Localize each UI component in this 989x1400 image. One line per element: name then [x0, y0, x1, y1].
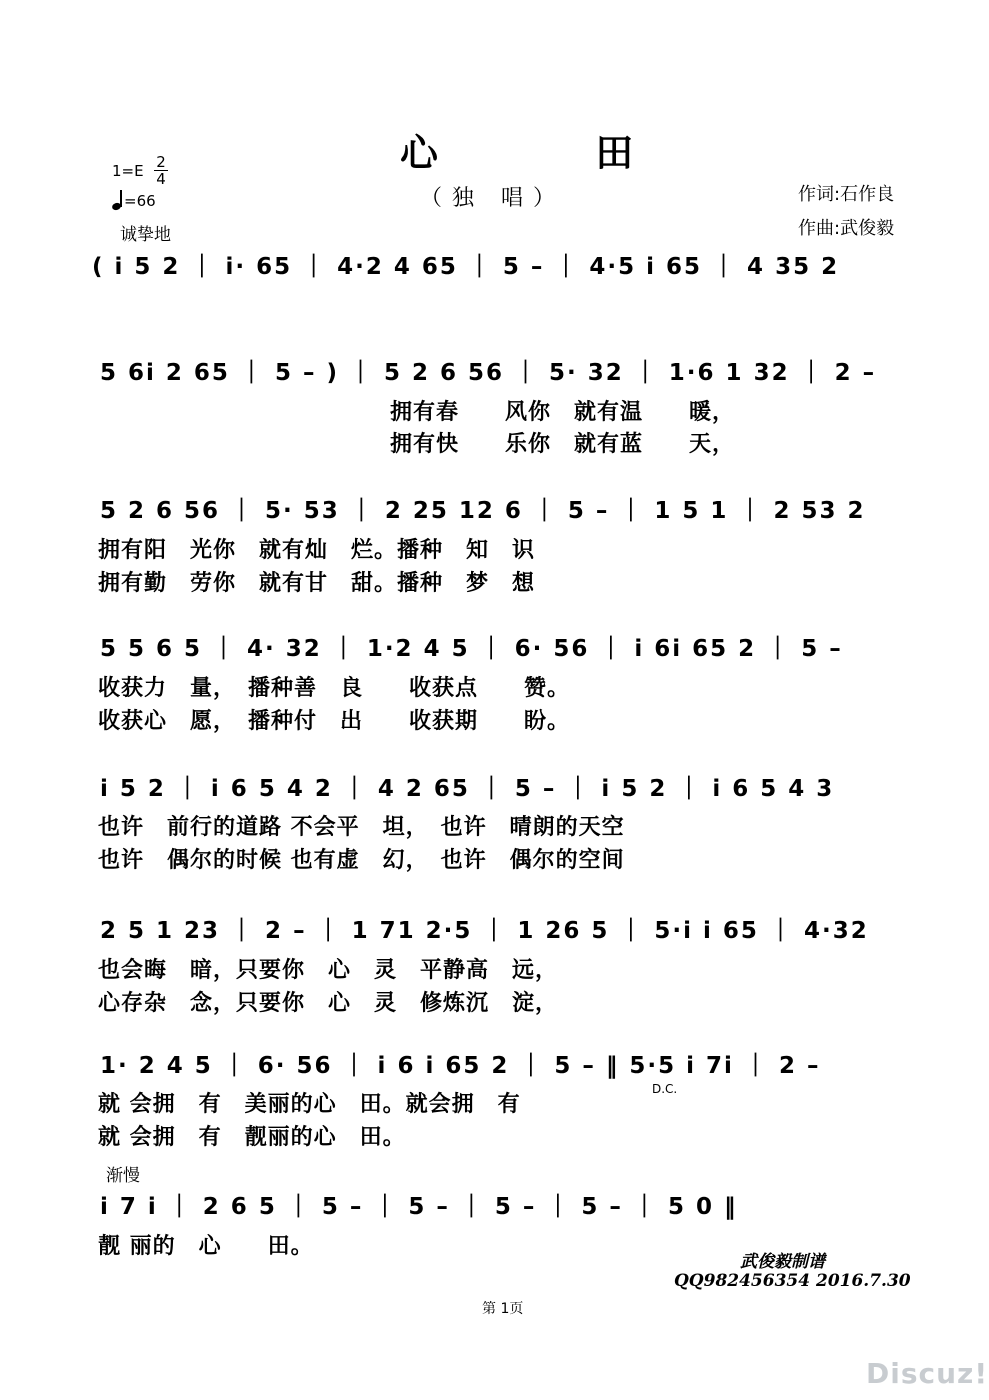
lyric-line-2-verse-1: 拥有春 风你 就有温 暖，: [390, 399, 736, 425]
expression-marking: 诚挚地: [120, 225, 171, 245]
score-line-7: 1· 2 4 5 ｜ 6· 56 ｜ i 6 i 65 2 ｜ 5 – ‖ 5·5 i 7i ｜ 2 –: [100, 1053, 821, 1079]
score-line-3: 5 2 6 56 ｜ 5· 53 ｜ 2 25 12 6 ｜ 5 – ｜ 1 5 1 ｜ 2 53 2: [100, 498, 866, 524]
lyric-line-8: 靓 丽的 心 田。: [98, 1233, 314, 1259]
time-signature: 2 4: [154, 154, 168, 187]
lyric-line-3-verse-1: 拥有阳 光你 就有灿 烂。播种 知 识: [98, 537, 536, 563]
song-title: 心 田: [400, 130, 706, 175]
lyric-line-5-verse-2: 也许 偶尔的时候 也有虚 幻， 也许 偶尔的空间: [98, 847, 625, 873]
lyric-line-2-verse-2: 拥有快 乐你 就有蓝 天，: [390, 431, 736, 457]
lyric-line-4-verse-2: 收获心 愿， 播种付 出 收获期 盼。: [98, 708, 571, 734]
lyric-line-6-verse-2: 心存杂 念，只要你 心 灵 修炼沉 淀，: [98, 990, 559, 1016]
tempo-marking: =66: [112, 190, 156, 210]
score-line-1: ( i 5 2 ｜ i· 65 ｜ 4·2 4 65 ｜ 5 – ｜ 4·5 i 65 ｜ 4 35 2: [92, 254, 840, 280]
arranger-signature: 武俊毅制谱: [740, 1252, 825, 1272]
lyricist-credit: 作词:石作良: [798, 184, 895, 205]
watermark-logo: Discuz!: [866, 1357, 989, 1390]
lyric-line-7-verse-2: 就 会拥 有 靓丽的心 田。: [98, 1124, 406, 1150]
score-line-6: 2 5 1 23 ｜ 2 – ｜ 1 71 2·5 ｜ 1 26 5 ｜ 5·i i 65 ｜ 4·32: [100, 918, 869, 944]
contact-date: QQ982456354 2016.7.30: [674, 1271, 911, 1291]
key-signature: 1=E: [112, 162, 144, 180]
score-line-5: i 5 2 ｜ i 6 5 4 2 ｜ 4 2 65 ｜ 5 – ｜ i 5 2 ｜ i 6 5 4 3: [100, 776, 835, 802]
lyric-line-4-verse-1: 收获力 量， 播种善 良 收获点 赞。: [98, 675, 571, 701]
score-line-8: i 7 i ｜ 2 6 5 ｜ 5 – ｜ 5 – ｜ 5 – ｜ 5 – ｜ 5 0 ‖: [100, 1194, 738, 1220]
lyric-line-6-verse-1: 也会晦 暗，只要你 心 灵 平静高 远，: [98, 957, 559, 983]
score-line-2: 5 6i 2 65 ｜ 5 – ) ｜ 5 2 6 56 ｜ 5· 32 ｜ 1·6 1 32 ｜ 2 –: [100, 360, 877, 386]
score-line-4: 5 5 6 5 ｜ 4· 32 ｜ 1·2 4 5 ｜ 6· 56 ｜ i 6i 65 2 ｜ 5 –: [100, 636, 843, 662]
quarter-note-icon: [112, 190, 124, 210]
ritardando-marking: 渐慢: [106, 1166, 140, 1186]
page-number: 第 1页: [482, 1301, 524, 1317]
song-subtitle: （独 唱）: [420, 186, 565, 211]
da-capo-marking: D.C.: [652, 1082, 678, 1096]
lyric-line-5-verse-1: 也许 前行的道路 不会平 坦， 也许 晴朗的天空: [98, 814, 625, 840]
composer-credit: 作曲:武俊毅: [798, 218, 895, 239]
lyric-line-3-verse-2: 拥有勤 劳你 就有甘 甜。播种 梦 想: [98, 570, 536, 596]
lyric-line-7-verse-1: 就 会拥 有 美丽的心 田。就会拥 有: [98, 1091, 521, 1117]
